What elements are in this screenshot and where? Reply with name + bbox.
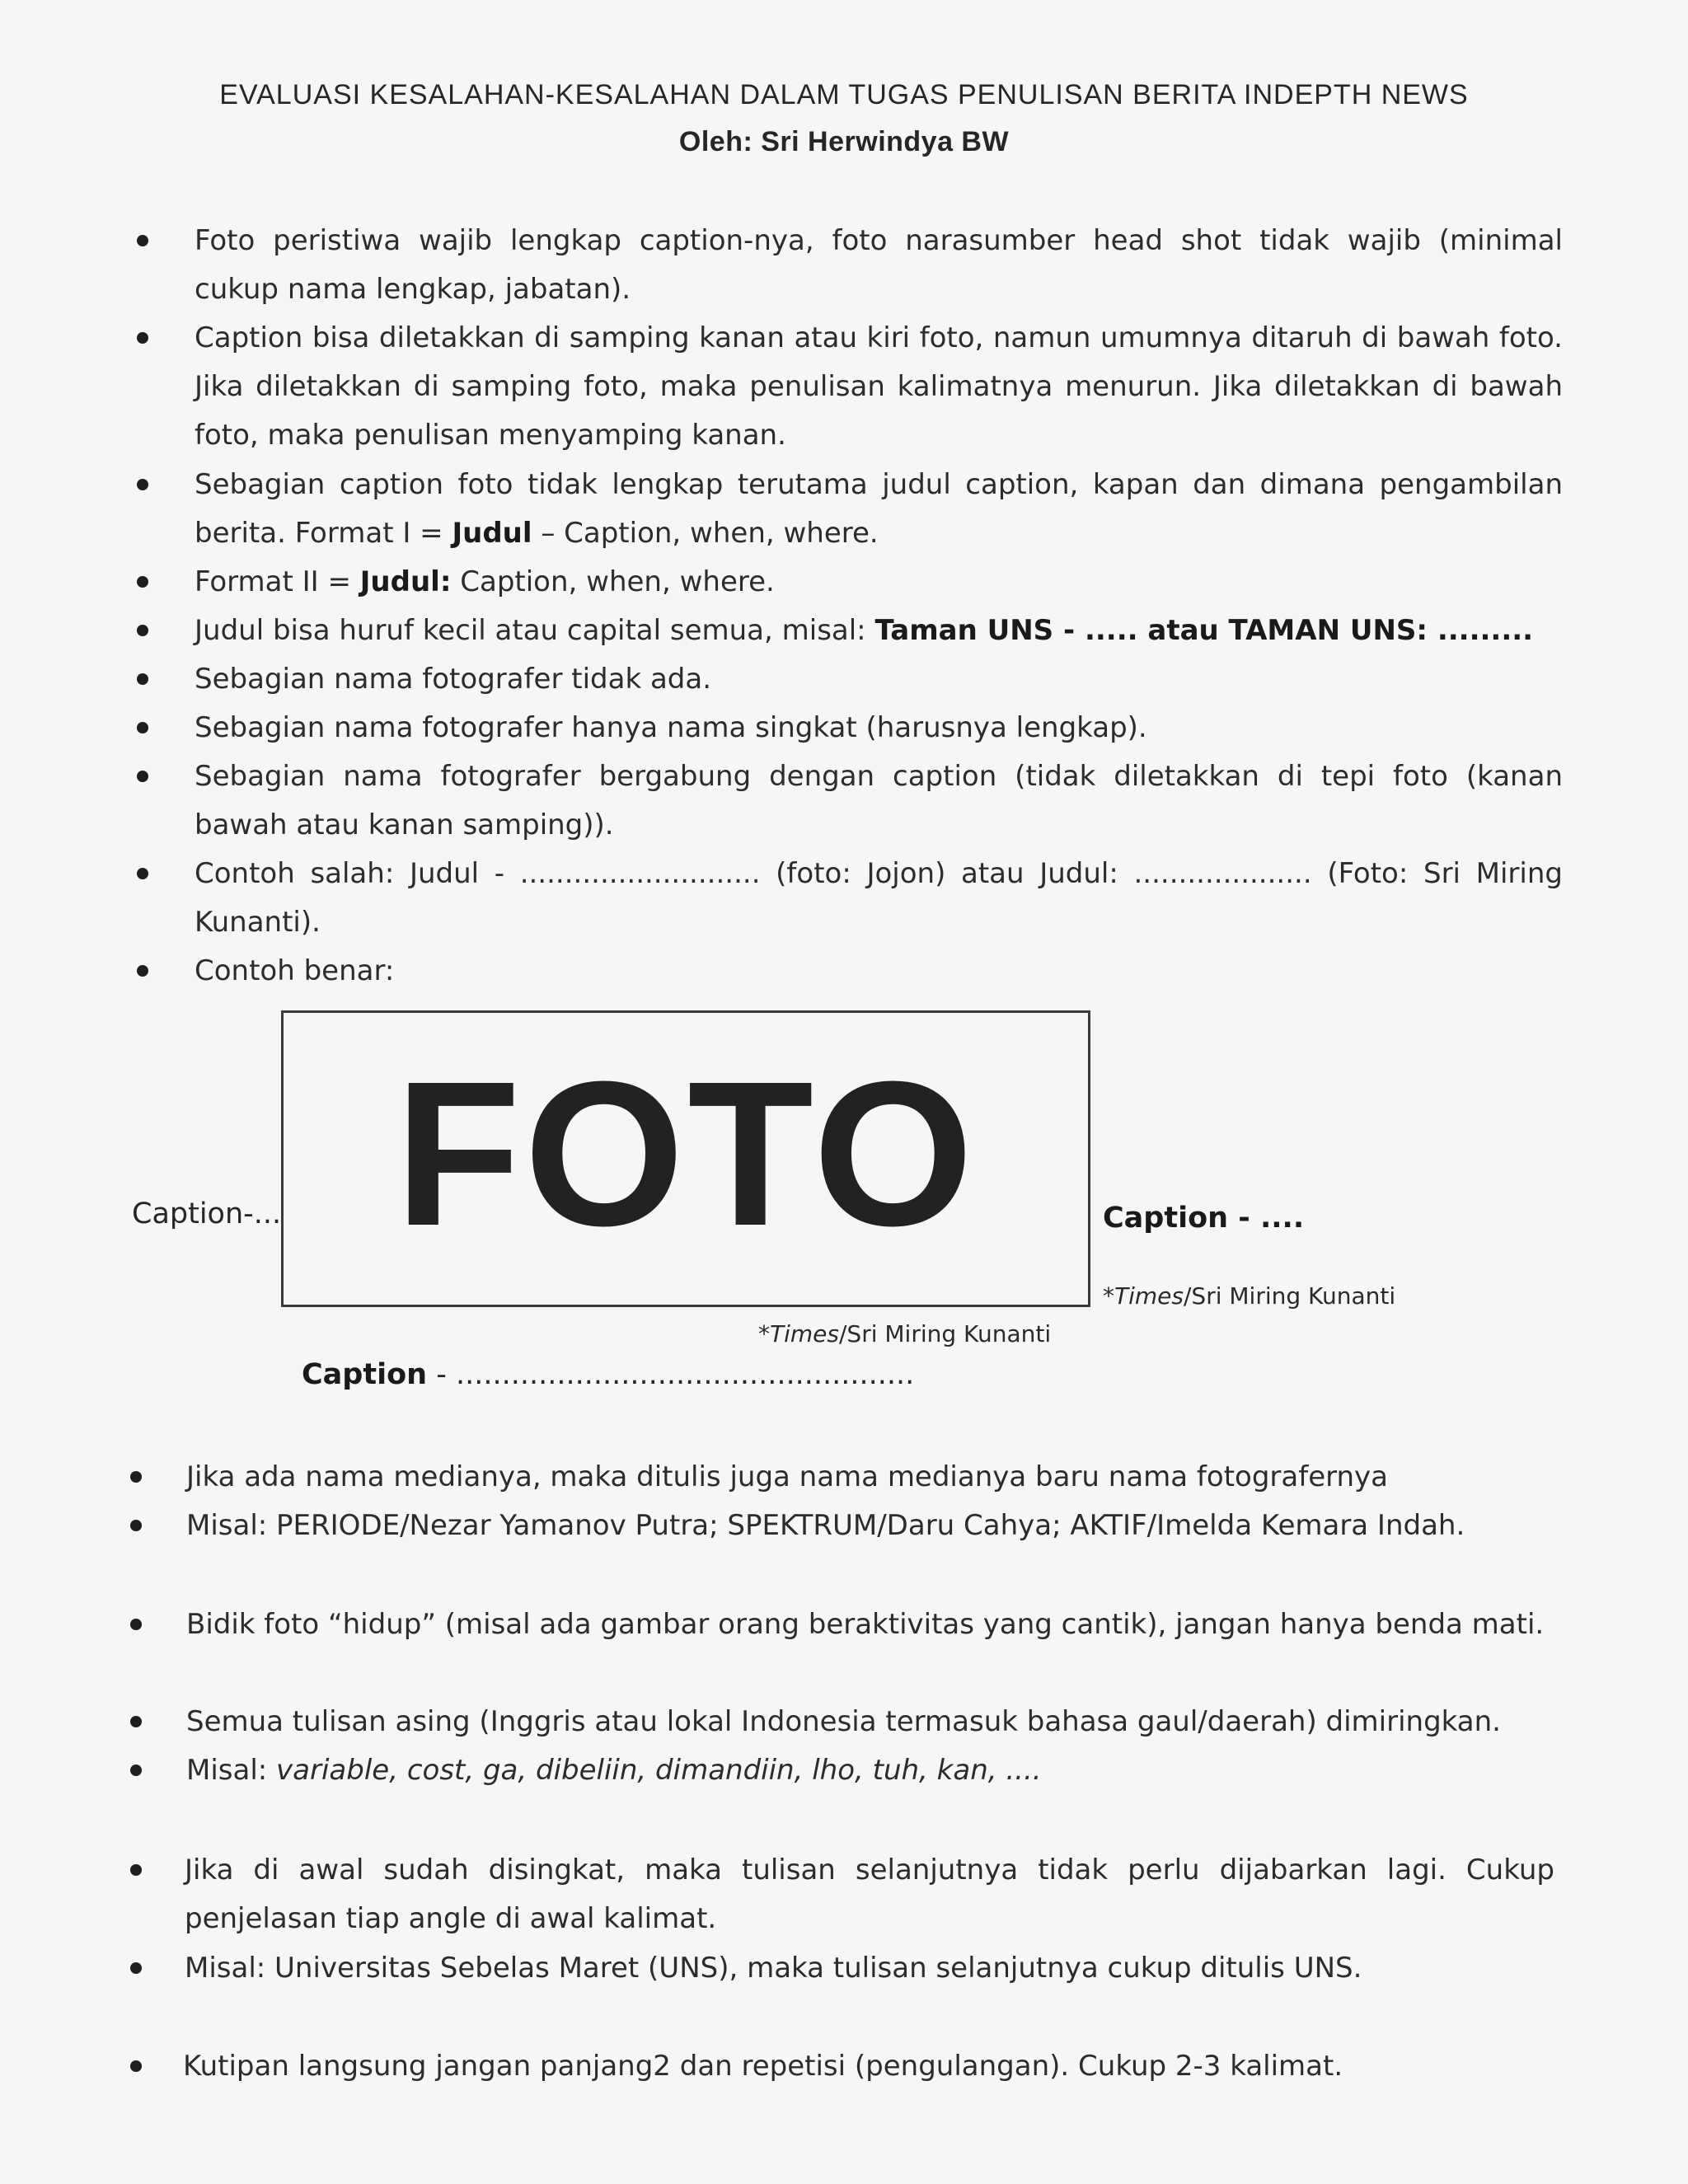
bullet-dot: [130, 1962, 142, 1974]
bullet-17-line: Misal: Universitas Sebelas Maret (UNS), maka tulisan selanjutnya cukup ditulis UNS.: [185, 1952, 1362, 1985]
text-segment: Judul bisa huruf kecil atau capital semua, misal:: [195, 614, 875, 647]
document-author: Oleh: Sri Herwindya BW: [678, 126, 1010, 157]
bullet-dot: [137, 965, 148, 977]
bullet-6-line: Sebagian nama fotografer tidak ada.: [195, 663, 712, 696]
bullet-8-line-2: bawah atau kanan samping)).: [195, 808, 614, 841]
foto-placeholder-label: FOTO: [395, 1038, 977, 1268]
bullet-dot: [137, 332, 148, 344]
bullet-9-line-1: Contoh salah: Judul - ........................... (foto: Jojon) atau Judul: .................... (Foto: Sri Miring: [195, 857, 1563, 890]
text-segment: – Caption, when, where.: [532, 517, 879, 550]
bold-text: Taman UNS - ..... atau TAMAN UNS: .........: [874, 614, 1534, 647]
bullet-2-line-1: Caption bisa diletakkan di samping kanan atau kiri foto, namun umumnya ditaruh di bawah foto.: [195, 321, 1563, 354]
bullet-dot: [137, 673, 148, 685]
italic-text: *Times: [758, 1320, 839, 1347]
bullet-14-line: Semua tulisan asing (Inggris atau lokal Indonesia termasuk bahasa gaul/daerah) dimiringkan.: [186, 1705, 1501, 1738]
caption-left-label: Caption-...: [132, 1197, 282, 1230]
bullet-1-line-1: Foto peristiwa wajib lengkap caption-nya, foto narasumber head shot tidak wajib (minimal: [195, 224, 1563, 257]
bullet-3-line-1: Sebagian caption foto tidak lengkap terutama judul caption, kapan dan dimana pengambilan: [195, 468, 1563, 501]
bold-text: Caption - ....: [1103, 1202, 1305, 1235]
bullet-dot: [137, 722, 148, 733]
bullet-dot: [137, 479, 148, 490]
bullet-9-line-2: Kunanti).: [195, 906, 321, 939]
bullet-dot: [137, 235, 148, 246]
text-segment: Caption, when, where.: [451, 565, 775, 598]
bold-text: Judul:: [359, 565, 452, 598]
bullet-dot: [130, 1619, 142, 1630]
bullet-dot: [130, 1765, 142, 1776]
photo-credit-right: [1103, 1282, 1395, 1310]
text-segment: Misal:: [186, 1754, 277, 1787]
bullet-11-line: Jika ada nama medianya, maka ditulis juga nama medianya baru nama fotografernya: [186, 1460, 1388, 1493]
bullet-16-line-2: penjelasan tiap angle di awal kalimat.: [185, 1902, 717, 1935]
italic-text: variable, cost, ga, dibeliin, dimandiin, lho, tuh, kan, ....: [276, 1754, 1042, 1787]
bullet-8-line-1: Sebagian nama fotografer bergabung dengan caption (tidak diletakkan di tepi foto (kanan: [195, 760, 1563, 793]
bullet-18-line: Kutipan langsung jangan panjang2 dan repetisi (pengulangan). Cukup 2-3 kalimat.: [183, 2050, 1343, 2083]
text-segment: berita. Format I =: [195, 517, 452, 550]
bullet-10-line: Contoh benar:: [195, 954, 395, 987]
bullet-3-line-2: [195, 517, 879, 550]
document-title: EVALUASI KESALAHAN-KESALAHAN DALAM TUGAS PENULISAN BERITA INDEPTH NEWS: [219, 79, 1469, 110]
bullet-dot: [137, 625, 148, 636]
text-segment: /Sri Miring Kunanti: [838, 1320, 1052, 1347]
bullet-2-line-3: foto, maka penulisan menyamping kanan.: [195, 419, 786, 452]
bullet-dot: [137, 868, 148, 879]
bold-text: Caption: [302, 1358, 428, 1391]
caption-right-label: [1103, 1202, 1304, 1235]
caption-bottom-label: [302, 1358, 914, 1391]
photo-placeholder-box: [281, 1010, 1090, 1307]
bullet-dot: [137, 771, 148, 782]
bullet-13-line: Bidik foto “hidup” (misal ada gambar orang beraktivitas yang cantik), jangan hanya benda mati.: [186, 1608, 1545, 1641]
bullet-5-line: [195, 614, 1533, 647]
bullet-12-line: Misal: PERIODE/Nezar Yamanov Putra; SPEKTRUM/Daru Cahya; AKTIF/Imelda Kemara Indah.: [186, 1509, 1465, 1542]
bold-text: Judul: [452, 517, 532, 550]
bullet-2-line-2: Jika diletakkan di samping foto, maka penulisan kalimatnya menurun. Jika diletakkan di bawah: [195, 370, 1563, 403]
photo-credit-bottom: [758, 1320, 1051, 1347]
bullet-7-line: Sebagian nama fotografer hanya nama singkat (harusnya lengkap).: [195, 711, 1147, 744]
text-segment: /Sri Miring Kunanti: [1183, 1282, 1396, 1310]
bullet-dot: [130, 2060, 142, 2072]
bullet-dot: [137, 576, 148, 588]
bullet-dot: [130, 1864, 142, 1876]
bullet-dot: [130, 1471, 142, 1483]
text-segment: Format II =: [195, 565, 360, 598]
italic-text: *Times: [1103, 1282, 1184, 1310]
bullet-dot: [130, 1716, 142, 1727]
bullet-dot: [130, 1520, 142, 1531]
bullet-4-line: [195, 565, 775, 598]
bullet-15-line: [186, 1754, 1042, 1787]
text-segment: - ..................................................: [427, 1358, 915, 1391]
bullet-16-line-1: Jika di awal sudah disingkat, maka tulisan selanjutnya tidak perlu dijabarkan lagi. Cukup: [185, 1854, 1554, 1886]
bullet-1-line-2: cukup nama lengkap, jabatan).: [195, 273, 631, 306]
